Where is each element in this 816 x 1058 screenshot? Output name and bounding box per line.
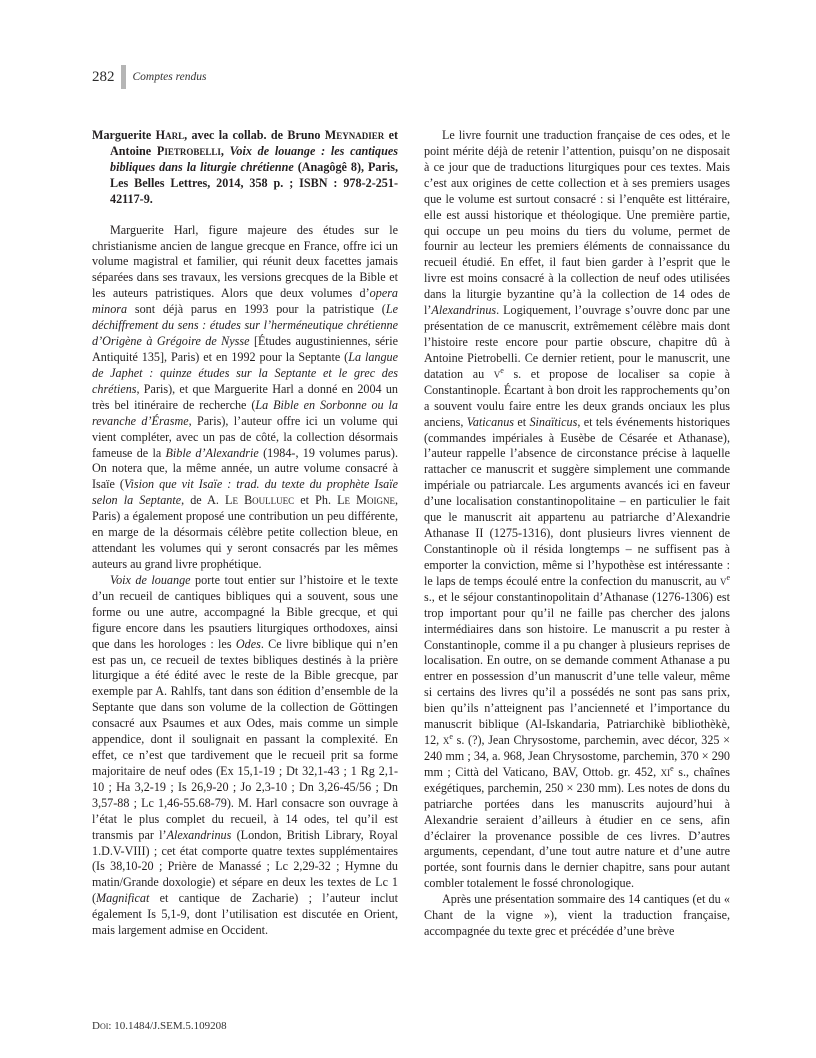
doi-label: Doi	[92, 1020, 109, 1032]
bibliographic-reference: Marguerite Harl, avec la collab. de Bruno Meynadier et Antoine Pietrobelli, Voix de louange : les cantiques bibliques dans la liturgie chrétienne (Anagôgê 8), Paris, Les Belles Lettres, 2014, 358 p. ; ISBN : 978-2-251-42117-9.	[92, 128, 398, 206]
right-column	[424, 128, 730, 940]
page-header	[92, 64, 207, 90]
running-title: Comptes rendus	[132, 71, 207, 83]
book-title: Voix de louange : les cantiques bibliques dans la liturgie chrétienne	[110, 143, 398, 174]
header-divider	[121, 65, 126, 89]
paragraph: Voix de louange porte tout entier sur l’histoire et le texte d’un recueil de cantiques bibliques qui a souvent, sous une forme ou une autre, accompagné la Bible grecque, et qui figure encore dans les psautiers liturgiques orthodoxes, ainsi que dans les horologes : les Odes. Ce livre biblique qui n’en est pas un, ce recueil de textes bibliques destinés à la prière liturgique a été édité avec le reste de la Bible grecque, par exemple par A. Rahlfs, tant dans son édition d’ensemble de la Septante que dans son volume de la collection de Göttingen consacré aux Psaumes et aux Odes, mais comme un simple appendice, dont il soulignait en passant la complexité. En effet, ce n’est que tardivement que le recueil prit sa forme majoritaire de neuf odes (Ex 15,1-19 ; Dt 32,1-43 ; 1 Rg 2,1-10 ; Ha 3,2-19 ; Is 26,9-20 ; Jo 2,3-10 ; Dn 3,26-45/56 ; Dn 3,57-88 ; Lc 1,46-55.68-79). M. Harl consacre son ouvrage à l’état le plus complet du recueil, à 14 odes, tel qu’il est transmis par l’Alexandrinus (London, British Library, Royal 1.D.V-VIII) ; cet état comporte quatre textes supplémentaires (Is 38,10-20 ; Prière de Manassé ; Lc 2,29-32 ; Hymne du matin/Grande doxologie) et sépare en deux les textes de Lc 1 (Magnificat et cantique de Zacharie) ; l’auteur inclut également Is 5,1-9, dont l’utilisation est discutée en Orient, mais largement admise en Occident.	[92, 572, 398, 938]
page-number: 282	[92, 68, 115, 85]
doi-footer	[92, 1020, 227, 1032]
paragraph: Le livre fournit une traduction française de ces odes, et le point mérite déjà de retenir l’attention, puisqu’on ne disposait à ce jour que de traductions liturgiques pour ces textes. Mais c’est aux origines de cette collection et à ses premiers usages que le volume est surtout consacré : si l’enquête est littéraire, elle est aussi historique et théologique. Une première partie, qui occupe un peu moins du tiers du volume, permet de fournir au lecteur les premiers éléments de connaissance du recueil étudié. En effet, il faut bien garder à l’esprit que le livre est moins consacré à la collection de neuf odes utilisées dans la liturgie byzantine qu’à la collection de 14 odes de l’Alexandrinus. Logiquement, l’ouvrage s’ouvre donc par une présentation de ce manuscrit, extrêmement célèbre mais dont l’histoire reste encore pour partie obscure, chapitre dû à Antoine Pietrobelli. Ce dernier retient, pour le manuscrit, une datation au $v^e$ s. et propose de localiser sa copie à Constantinople. Écartant à bon droit les rapprochements qu’on a souvent voulu faire entre les deux grands onciaux les plus anciens, Vaticanus et Sinaïticus, et tels événements historiques (commandes impériales à Eusèbe de Césarée et Athanase), l’auteur rappelle l’absence de circonstance précise à laquelle rattacher ce manuscrit et suggère simplement une commande impériale ou patriarcale. Les arguments avancés ici en faveur d’une localisation constantinopolitaine – en particulier le fait que le manuscrit ait appartenu au patriarche d’Alexandrie Athanase II (1275-1316), dont plusieurs livres viennent de Constantinople où il résida longtemps – ne suffisent pas à emporter la conviction, même si l’hypothèse est intéressante : le laps de temps écoulé entre la confection du manuscrit, au $v^e$ s., et le séjour constantinopolitain d’Athanase (1276-1306) est trop important pour qu’il ne faille pas chercher des jalons intermédiaires dans son histoire. Le manuscrit a pu rester à Constantinople, comme il a pu changer à plusieurs reprises de localisation. En outre, on se demande comment Athanase a pu entrer en possession d’un manuscrit d’une telle valeur, même si certains des livres qu’il a possédés ne sont pas sans prix, bien qu’ils n’atteignent pas l’ancienneté et l’importance du manuscrit biblique (Al-Iskandaria, Patriarchikè bibliothèkè, 12, $x^e$ s. (?), Jean Chrysostome, parchemin, avec décor, 325 × 240 mm ; 34, a. 968, Jean Chrysostome, parchemin, 370 × 290 mm ; Città del Vaticano, BAV, Ottob. gr. 452, $xi^e$ s., chaînes exégétiques, parchemin, 250 × 230 mm). Les notes de dons du patriarche portées dans les manuscrits aujourd’hui à Alexandrie seraient d’ailleurs à étudier en ce sens, afin d’éclairer la provenance possible de ces livres. D’autres arguments, cependant, d’une tout autre nature et d’une autre portée, sont fournis dans le dernier chapitre, sans pour autant combler totalement le fossé chronologique.	[424, 128, 730, 891]
paragraph: Après une présentation sommaire des 14 cantiques (et du « Chant de la vigne »), vient la traduction française, accompagnée du texte grec et précédée d’une brève	[424, 892, 730, 939]
doi-value: : 10.1484/J.SEM.5.109208	[108, 1020, 227, 1032]
left-column	[92, 128, 398, 939]
paragraph: Marguerite Harl, figure majeure des études sur le christianisme ancien de langue grecque en France, offre ici un volume magistral et familier, qui réunit deux facettes jamais séparées dans ses travaux, les versions grecques de la Bible et les auteurs patristiques. Alors que deux volumes d’opera minora sont déjà parus en 1993 pour la patristique (Le déchiffrement du sens : études sur l’herméneutique chrétienne d’Origène à Grégoire de Nysse [Études augustiniennes, série Antiquité 135], Paris) et en 1992 pour la Septante (La langue de Japhet : quinze études sur la Septante et le grec des chrétiens, Paris), et que Marguerite Harl a donné en 2004 un très bel itinéraire de recherche (La Bible en Sorbonne ou la revanche d’Érasme, Paris), l’auteur offre ici un volume qui vient compléter, avec un pas de côté, la collection désormais fameuse de la Bible d’Alexandrie (1984-, 19 volumes parus). On notera que, la même année, un autre volume consacré à Isaïe (Vision que vit Isaïe : trad. du texte du prophète Isaïe selon la Septante, de A. Le Boulluec et Ph. Le Moigne, Paris) a également proposé une contribution un peu différente, en marge de la désormais célèbre petite collection bleue, en attendant les volumes qui y seront consacrés par les mêmes auteurs au grand livre prophétique.	[92, 222, 398, 571]
